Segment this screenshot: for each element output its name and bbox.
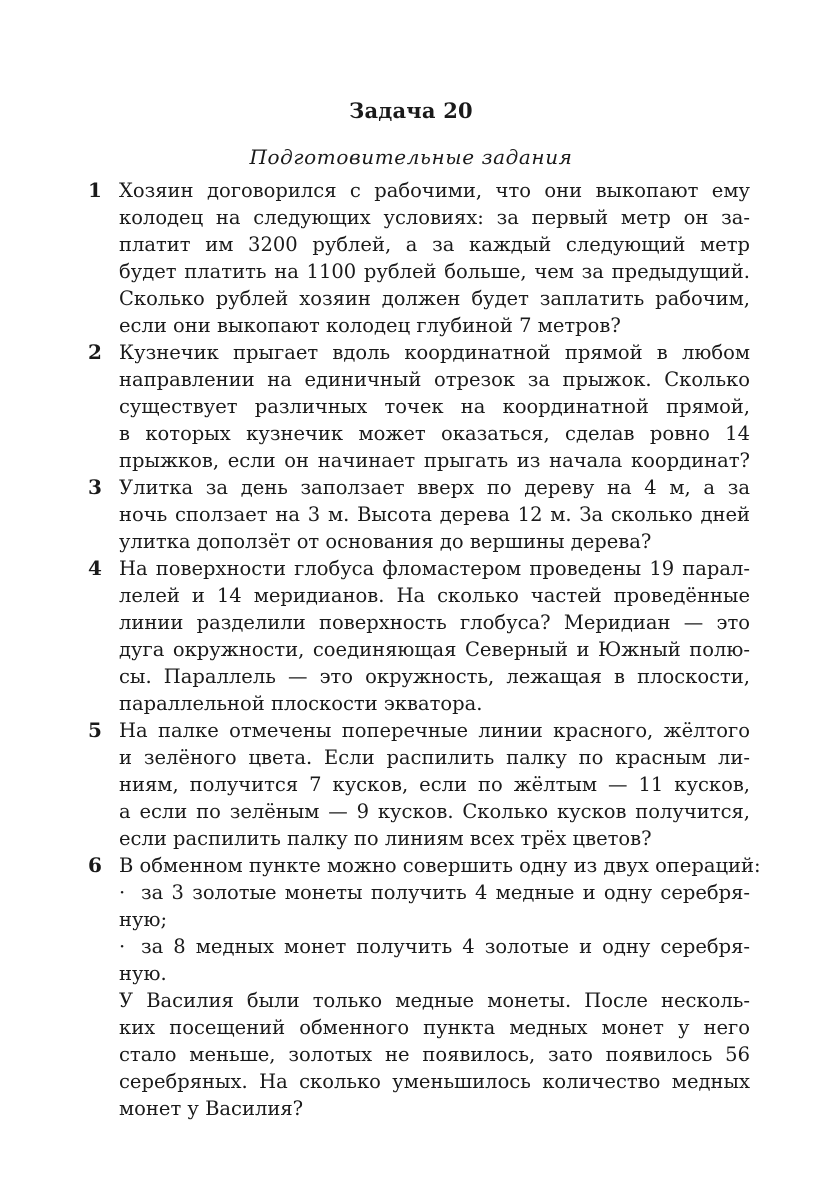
bullet-text: за 8 медных монет получить 4 золотые и одну серебря- xyxy=(141,935,750,958)
problem-text-line: На палке отмечены поперечные линии красного, жёлтого xyxy=(119,719,750,742)
bullet-icon: · xyxy=(119,881,126,904)
problem-text-line: дуга окружности, соединяющая Северный и Южный полю- xyxy=(119,638,750,661)
problem-text-line: колодец на следующих условиях: за первый метр он за- xyxy=(119,206,750,229)
problem-text-line: У Василия были только медные монеты. После несколь- xyxy=(119,989,750,1012)
problem-text-line: Кузнечик прыгает вдоль координатной прямой в любом xyxy=(119,341,750,364)
problem-text-line: если распилить палку по линиям всех трёх цветов? xyxy=(119,827,652,850)
problem-text-line: если они выкопают колодец глубиной 7 метров? xyxy=(119,314,621,337)
problem-number: 3 xyxy=(88,475,102,499)
problem-text-line: параллельной плоскости экватора. xyxy=(119,692,483,715)
problem-text-line: платит им 3200 рублей, а за каждый следующий метр xyxy=(119,233,750,256)
problem-text-line: улитка доползёт от основания до вершины дерева? xyxy=(119,530,652,553)
problem-5 xyxy=(0,717,750,852)
problem-2 xyxy=(0,339,750,474)
problem-1 xyxy=(0,177,750,339)
problem-text-line: ночь сползает на 3 м. Высота дерева 12 м. За сколько дней xyxy=(119,503,750,526)
problem-text-line: Хозяин договорился с рабочими, что они выкопают ему xyxy=(119,179,750,202)
problem-text-line: и зелёного цвета. Если распилить палку по красным ли- xyxy=(119,746,750,769)
problem-text-line: сы. Параллель — это окружность, лежащая в плоскости, xyxy=(119,665,750,688)
bullet-item-2 xyxy=(119,933,750,960)
problem-text-line: Улитка за день заползает вверх по дереву на 4 м, а за xyxy=(119,476,750,499)
problem-text-line: На поверхности глобуса фломастером проведены 19 парал- xyxy=(119,557,750,580)
problem-number: 4 xyxy=(88,556,102,580)
page-subtitle: Подготовительные задания xyxy=(249,145,573,169)
page-title: Задача 20 xyxy=(349,98,473,123)
problem-text-line: в которых кузнечик может оказаться, сделав ровно 14 xyxy=(119,422,750,445)
problem-number: 2 xyxy=(88,340,102,364)
bullet-icon: · xyxy=(119,935,126,958)
problem-text-line: ниям, получится 7 кусков, если по жёлтым — 11 кусков, xyxy=(119,773,750,796)
problem-list xyxy=(0,177,827,1122)
problem-text-line: ную; xyxy=(119,908,168,931)
problem-text-line: а если по зелёным — 9 кусков. Сколько кусков получится, xyxy=(119,800,750,823)
problem-4 xyxy=(0,555,750,717)
problem-text-line: будет платить на 1100 рублей больше, чем за предыдущий. xyxy=(119,260,750,283)
problem-text-line: существует различных точек на координатной прямой, xyxy=(119,395,750,418)
problem-text-line: направлении на единичный отрезок за прыжок. Сколько xyxy=(119,368,750,391)
bullet-text: за 3 золотые монеты получить 4 медные и одну серебря- xyxy=(141,881,750,904)
problem-number: 6 xyxy=(88,853,102,877)
problem-6 xyxy=(0,852,761,1122)
problem-number: 5 xyxy=(88,718,102,742)
problem-text-line: В обменном пункте можно совершить одну из двух операций: xyxy=(119,854,761,877)
problem-text-line: Сколько рублей хозяин должен будет заплатить рабочим, xyxy=(119,287,750,310)
bullet-item-1 xyxy=(119,879,750,906)
problem-number: 1 xyxy=(88,178,102,202)
problem-text-line: ких посещений обменного пункта медных монет у него xyxy=(119,1016,750,1039)
problem-text-line: линии разделили поверхность глобуса? Меридиан — это xyxy=(119,611,750,634)
problem-text-line: прыжков, если он начинает прыгать из начала координат? xyxy=(119,449,750,472)
problem-text-line: ную. xyxy=(119,962,167,985)
problem-text-line: монет у Василия? xyxy=(119,1097,304,1120)
problem-text-line: лелей и 14 меридианов. На сколько частей проведённые xyxy=(119,584,750,607)
problem-text-line: серебряных. На сколько уменьшилось количество медных xyxy=(119,1070,750,1093)
problem-text-line: стало меньше, золотых не появилось, зато появилось 56 xyxy=(119,1043,750,1066)
problem-3 xyxy=(0,474,750,555)
